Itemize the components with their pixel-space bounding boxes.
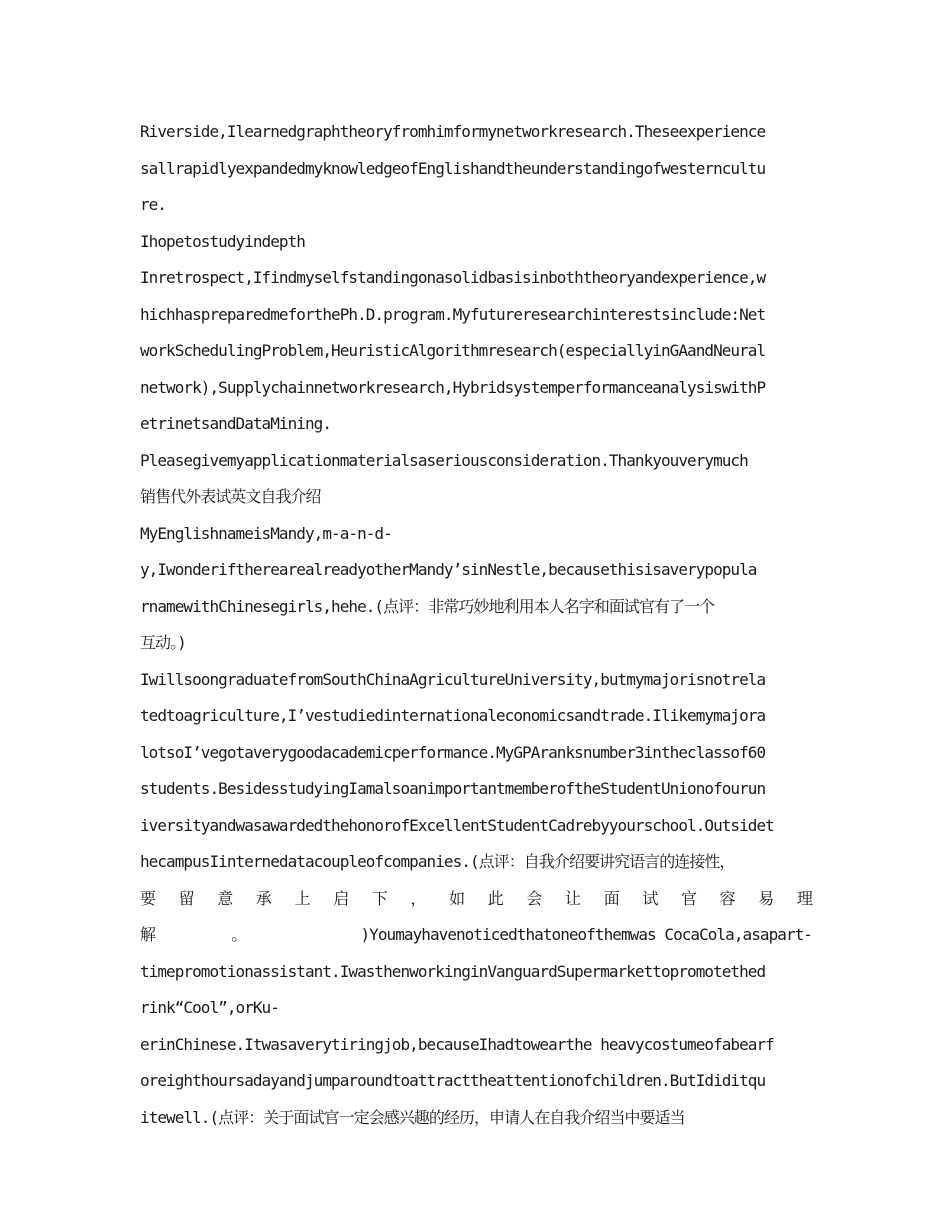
justified-char: 会	[526, 888, 542, 908]
text-line: sallrapidlyexpandedmyknowledgeofEnglishandtheunderstandingofwesterncultu	[140, 158, 766, 178]
justified-char: 意	[217, 888, 233, 908]
text-line: oreighthoursadayandjumparoundtoattracttheattentionofchildren.ButIdiditqu	[140, 1071, 766, 1090]
text-line: IwillsoongraduatefromSouthChinaAgricultureUniversity,butmymajorisnotrela	[140, 669, 766, 689]
justified-char: 官	[680, 888, 697, 908]
text-line: re.	[140, 195, 167, 214]
section-heading: 销售代外表试英文自我介绍	[140, 487, 321, 506]
justified-char: ，	[410, 888, 426, 908]
text-fragment: 解	[140, 925, 156, 944]
text-line: etrinetsandDataMining.	[140, 414, 332, 433]
justified-char: 上	[294, 888, 310, 908]
justified-char: 容	[719, 888, 735, 908]
text-line: tedtoagriculture,I’vestudiedinternationaleconomicsandtrade.Ilikemymajora	[140, 706, 766, 725]
text-line: iversityandwasawardedthehonorofExcellentStudentCadrebyyourschool.Outsidet	[140, 815, 774, 835]
justified-char: 理	[796, 888, 812, 908]
text-line: students.BesidesstudyingIamalsoanimportantmemberoftheStudentUnionofourun	[140, 779, 766, 798]
justified-char: 面	[603, 888, 619, 908]
justified-char: 启	[333, 888, 349, 908]
text-line: timepromotionassistant.IwasthenworkinginVanguardSupermarkettopromotethed	[140, 961, 766, 981]
text-line: workSchedulingProblem,HeuristicAlgorithmresearch(especiallyinGAandNeural	[140, 341, 766, 360]
spacer	[155, 917, 231, 954]
justified-text-line	[140, 881, 812, 918]
text-line: Pleasegivemyapplicationmaterialsaseriousconsideration.Thankyouverymuch	[140, 450, 748, 470]
text-line: hecampusIinternedatacoupleofcompanies.(点评：自我介绍要讲究语言的连接性，	[140, 852, 735, 871]
justified-char: 留	[178, 888, 194, 908]
justified-char: 下	[371, 888, 387, 908]
spacer	[246, 917, 360, 954]
justified-char: 易	[758, 888, 774, 908]
text-line: Riverside,Ilearnedgraphtheoryfromhimformynetworkresearch.Theseexperience	[140, 122, 766, 141]
text-line: erinChinese.Itwasaverytiringjob,becauseIhadtowearthe heavycostumeofabearf	[140, 1034, 774, 1054]
justified-char: 如	[449, 888, 465, 908]
text-line: y,IwonderiftherearealreadyotherMandy’sinNestle,becausethisisaverypopula	[140, 560, 757, 579]
justified-char: 承	[255, 888, 271, 908]
text-line: Ihopetostudyindepth	[140, 231, 305, 251]
text-line: rink“Cool”,orKu-	[140, 998, 279, 1017]
text-line: lotsoI’vegotaverygoodacademicperformance.MyGPAranksnumber3intheclassof60	[140, 742, 766, 762]
justified-char: 让	[565, 888, 581, 908]
justified-char: 要	[140, 888, 156, 908]
text-line: MyEnglishnameisMandy,m-a-n-d-	[140, 523, 392, 543]
text-line: itewell.(点评：关于面试官一定会感兴趣的经历，申请人在自我介绍当中要适当	[140, 1107, 685, 1127]
text-line: rnamewithChinesegirls,hehe.(点评：非常巧妙地利用本人名字和面试官有了一个	[140, 596, 715, 616]
spaced-text-line	[140, 917, 812, 954]
justified-char: 试	[642, 888, 658, 908]
text-line: network),Supplychainnetworkresearch,HybridsystemperformanceanalysiswithP	[140, 377, 766, 397]
text-line: hichhaspreparedmeforthePh.D.program.Myfutureresearchinterestsinclude:Net	[140, 304, 766, 324]
text-line: Inretrospect,Ifindmyselfstandingonasolidbasisinboththeoryandexperience,w	[140, 268, 766, 287]
text-fragment: 。	[231, 925, 247, 944]
text-fragment: )Youmayhavenoticedthatoneofthemwas CocaCola,asapart-	[360, 925, 812, 944]
document-body	[140, 114, 812, 1136]
justified-char: 此	[487, 888, 503, 908]
text-line: 互动。)	[140, 633, 186, 652]
